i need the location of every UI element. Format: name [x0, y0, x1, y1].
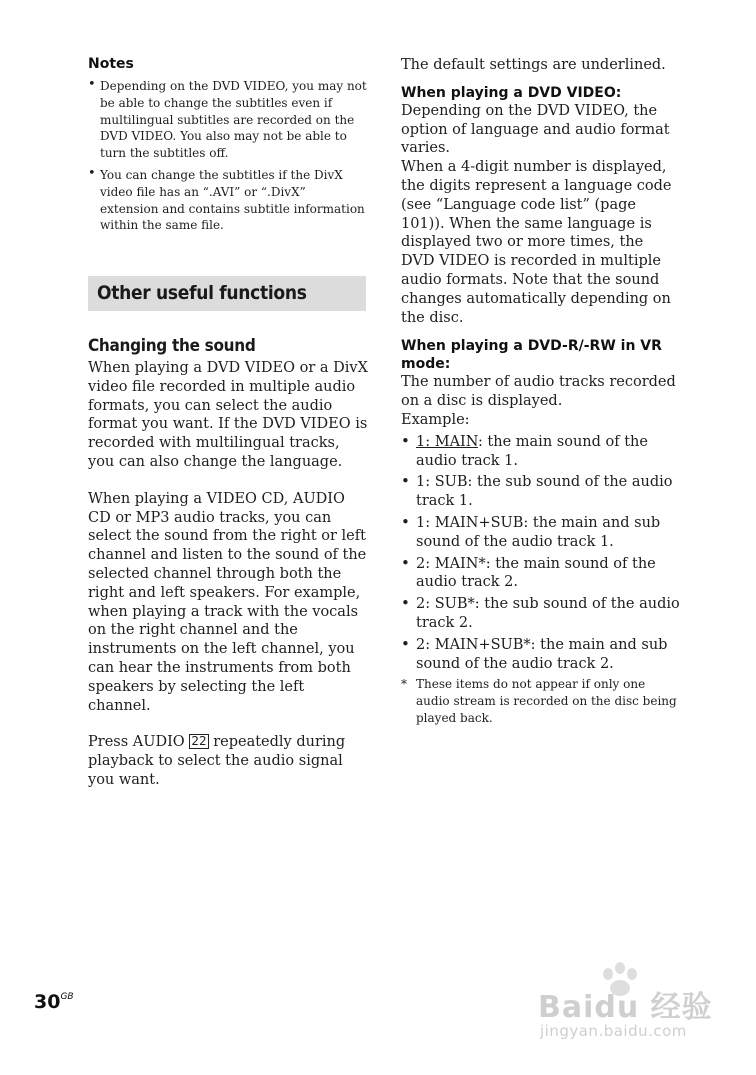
option-desc: : the main sound of the audio track 1.: [416, 433, 648, 469]
audio-track-list: [401, 433, 681, 674]
footnote-text: These items do not appear if only one audio stream is recorded on the disc being played back.: [416, 677, 677, 725]
list-item: [401, 595, 681, 633]
footnote: [401, 676, 681, 726]
para-text: Press AUDIO: [88, 734, 190, 751]
list-item: [401, 473, 681, 511]
option-desc: : the sub sound of the audio track 2.: [416, 596, 680, 631]
body-paragraph: [88, 733, 370, 789]
list-item: [401, 514, 681, 552]
body-paragraph: When playing a VIDEO CD, AUDIO CD or MP3 audio tracks, you can select the sound from the right or left channel and listen to the sound of the selected channel through both the right and left speakers. For example, when playing a track with the vocals on the right channel and the instruments on the left channel, you can hear the instruments from both speakers by selecting the left channel.: [88, 490, 367, 714]
button-number-badge: 22: [191, 734, 207, 749]
changing-sound-body: [88, 359, 370, 808]
right-column: [401, 56, 681, 727]
defaults-note: The default settings are underlined.: [401, 57, 666, 73]
section-banner: [88, 276, 366, 311]
note-item: • Depending on the DVD VIDEO, you may not be able to change the subtitles even if multilingual subtitles are recorded on the DVD VIDEO. You also may not be able to turn the subtitles off.: [88, 78, 368, 162]
option-desc: : the main sound of the audio track 2.: [416, 555, 656, 591]
option-label: 2: SUB*: [416, 596, 475, 613]
watermark-brand: Baidu 经验: [538, 990, 713, 1025]
dvd-video-heading: When playing a DVD VIDEO:: [401, 84, 622, 101]
dvd-vr-heading: When playing a DVD-R/-RW in VR mode:: [401, 338, 662, 373]
page-number-value: 30: [34, 991, 61, 1013]
notes-title: Notes: [88, 56, 134, 72]
page-number-suffix: GB: [60, 992, 74, 1002]
page-number: [34, 991, 74, 1013]
body-paragraph: The number of audio tracks recorded on a disc is displayed.: [401, 374, 676, 410]
option-label: 1: SUB: [416, 474, 468, 491]
option-label: 2: MAIN+SUB*: [416, 636, 531, 653]
list-item: [401, 433, 681, 471]
body-paragraph: When a 4-digit number is displayed, the digits represent a language code (see “Language code list” (page 101)). When the same language is displayed two or more times, the DVD VIDEO is recorded in multiple audio formats. Note that the sound changes automatically depending on the disc.: [401, 159, 672, 326]
notes-block: [88, 56, 368, 239]
note-item: • You can change the subtitles if the DivX video file has an “.AVI” or “.DivX” extension and contains subtitle information within the same file.: [88, 167, 368, 234]
example-label: Example:: [401, 411, 470, 428]
list-item: [401, 636, 681, 674]
option-desc: : the main and sub sound of the audio track 1.: [416, 514, 661, 550]
option-label: 1: MAIN: [416, 433, 478, 450]
section-title: Other useful functions: [97, 282, 307, 304]
body-paragraph: Depending on the DVD VIDEO, the option of language and audio format varies.: [401, 102, 670, 157]
option-desc: : the sub sound of the audio track 1.: [416, 474, 673, 510]
watermark-url: jingyan.baidu.com: [540, 1022, 687, 1040]
option-label: 1: MAIN+SUB: [416, 514, 524, 531]
watermark: [532, 960, 722, 1050]
para-text: repeatedly during playback to select the audio signal you want.: [88, 734, 346, 788]
footnote-mark: *: [401, 677, 407, 692]
changing-sound-heading: Changing the sound: [88, 336, 256, 356]
body-paragraph: When playing a DVD VIDEO or a DivX video file recorded in multiple audio formats, you can select the audio format you want. If the DVD VIDEO is recorded with multilingual tracks, you can also change the language.: [88, 360, 368, 470]
list-item: [401, 555, 681, 593]
notes-list: [88, 78, 368, 234]
option-desc: : the main and sub sound of the audio track 2.: [416, 636, 668, 672]
option-label: 2: MAIN*: [416, 555, 486, 572]
